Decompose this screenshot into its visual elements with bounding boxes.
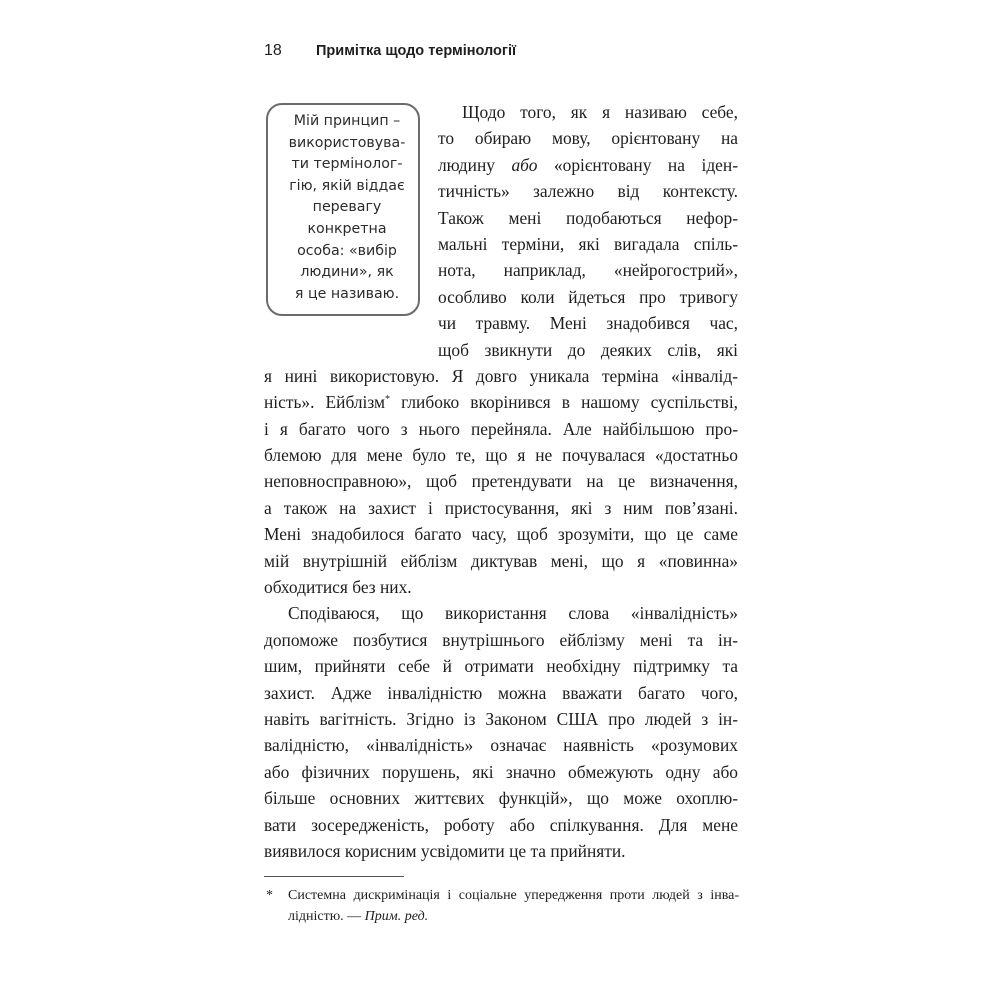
page-number: 18	[264, 42, 282, 59]
emphasis-text: або	[511, 154, 538, 175]
body-line: шим, прийняти себе й отримати необхідну підтримку та	[264, 656, 738, 677]
body-line: блемою для мене було те, що я не почувалася «достатньо	[264, 445, 738, 466]
pull-quote-line: використовува-	[288, 134, 406, 151]
running-head	[264, 42, 516, 60]
body-line: а також на захист і пристосування, які з ним пов’язані.	[264, 497, 738, 518]
body-line	[438, 178, 738, 204]
body-line: неповносправною», щоб претендувати на це визначення,	[264, 471, 738, 492]
body-line: вати зосередженість, роботу або спілкування. Для мене	[264, 814, 738, 835]
body-text-run: тичність»	[438, 181, 510, 202]
body-line	[438, 152, 738, 178]
body-line: мальні терміни, які вигадала спіль-	[438, 233, 738, 254]
pull-quote-line: Мій принцип –	[293, 113, 401, 129]
body-line: навіть вагітність. Згідно із Законом США про людей з ін-	[264, 708, 738, 729]
pull-quote-line: особа: «вибір	[297, 242, 397, 259]
body-text	[264, 99, 738, 864]
body-line: Також мені подобаються нефор-	[438, 207, 738, 228]
footnote-reference: *	[385, 394, 391, 406]
body-line: мій внутрішній ейблізм диктував мені, що я «повинна»	[264, 550, 738, 571]
pull-quote-line: гію, якій віддає	[289, 177, 405, 194]
body-line: чи травму. Мені знадобився час,	[438, 313, 738, 334]
body-line: Сподіваюся, що використання слова «інвалідність»	[288, 603, 738, 624]
body-line: допоможе позбутися внутрішнього ейблізму мені та ін-	[264, 629, 738, 650]
body-text-run: ність». Ейблізм	[264, 392, 386, 413]
body-line: обходитися без них.	[264, 577, 412, 598]
pull-quote-line: конкретна	[307, 220, 387, 237]
body-line: більше основних життєвих функцій», що може охоплю-	[264, 788, 738, 809]
footnote-mark: *	[266, 888, 273, 903]
footnote-divider	[264, 876, 404, 877]
pull-quote-line: я це називаю.	[294, 285, 400, 302]
body-text-run: глибоко вкорінився в нашому суспільстві,	[390, 392, 738, 413]
body-line: нота, наприклад, «нейрогострий»,	[438, 260, 738, 281]
body-line: Мені знадобилося багато часу, щоб зрозуміти, що це саме	[264, 524, 738, 545]
footnote-editor-note: Прим. ред.	[364, 909, 429, 924]
body-line: Щодо того, як я називаю себе,	[462, 102, 738, 122]
pull-quote-line: перевагу	[312, 199, 382, 216]
body-text-run: залежно від контексту.	[509, 181, 738, 202]
pull-quote-line: ти термінолог-	[291, 156, 403, 173]
footnote-text-run: лідністю. —	[288, 909, 365, 924]
body-text-run: «орієнтовану на іден-	[537, 154, 738, 175]
body-line: то обираю мову, орієнтовану на	[438, 128, 738, 149]
body-line: щоб звикнути до деяких слів, які	[438, 339, 738, 360]
body-line: я нині використовую. Я довго уникала терміна «інвалід-	[264, 365, 738, 386]
chapter-title: Примітка щодо термінології	[316, 43, 517, 59]
body-line: особливо коли йдеться про тривогу	[438, 286, 738, 307]
body-line: валідністю, «інвалідність» означає наявність «розумових	[264, 735, 738, 756]
body-line: виявилося корисним усвідомити це та прийняти.	[264, 840, 626, 861]
footnote-line	[288, 906, 739, 927]
pull-quote-line: людини», як	[300, 264, 394, 281]
body-line	[264, 389, 738, 415]
footnote-line: Системна дискримінація і соціальне упередження проти людей з інва-	[288, 888, 739, 903]
body-line: захист. Адже інвалідністю можна вважати багато чого,	[264, 682, 738, 703]
body-text-run: людину	[438, 154, 512, 175]
body-line: або фізичних порушень, які значно обмежують одну або	[264, 761, 738, 782]
body-line: і я багато чого з нього перейняла. Але найбільшою про-	[264, 418, 738, 439]
footnote	[266, 885, 739, 927]
